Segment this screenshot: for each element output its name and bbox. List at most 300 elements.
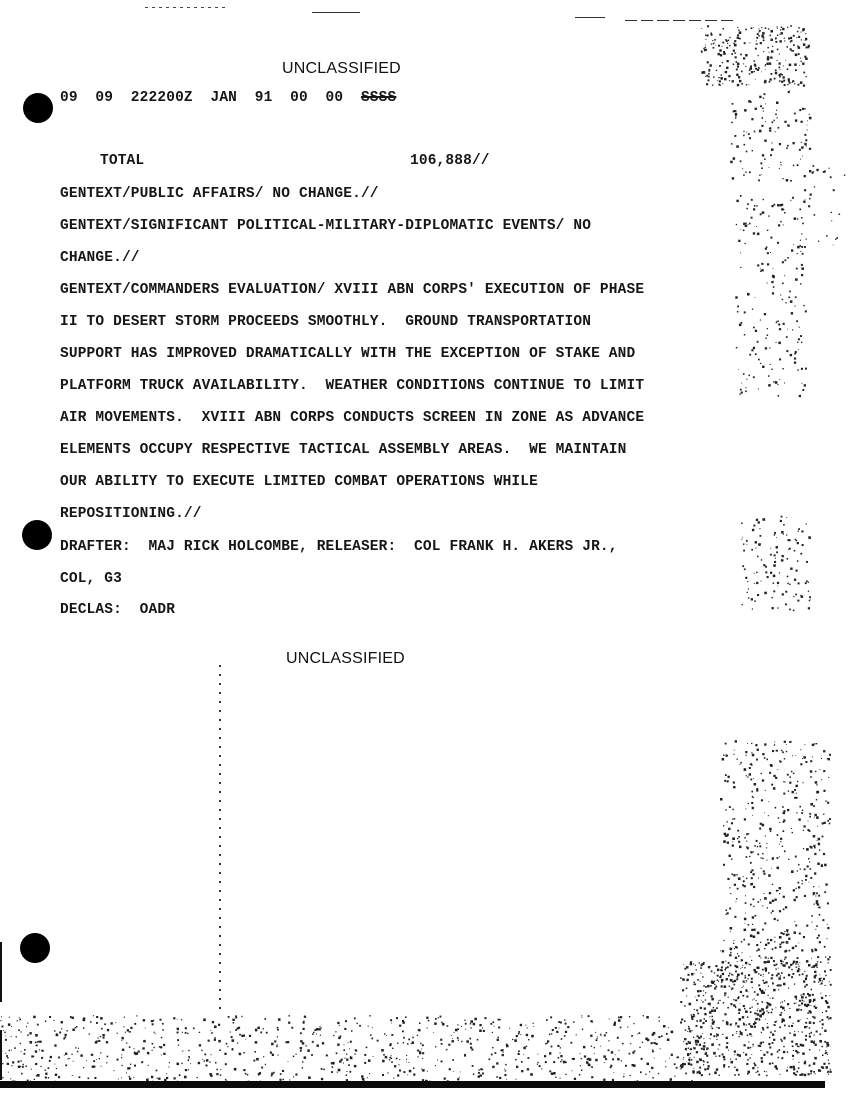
noise-speck (9, 1017, 10, 1018)
noise-speck (710, 33, 712, 35)
noise-speck (793, 889, 795, 891)
noise-speck (134, 1052, 136, 1054)
noise-speck (789, 64, 792, 67)
noise-speck (69, 1058, 70, 1059)
noise-speck (727, 60, 729, 62)
noise-speck (780, 1014, 782, 1016)
noise-speck (757, 846, 758, 847)
noise-speck (802, 880, 803, 881)
noise-speck (714, 987, 716, 989)
noise-speck (61, 1028, 62, 1029)
noise-speck (390, 1043, 392, 1045)
noise-speck (694, 1009, 695, 1010)
noise-speck (823, 790, 825, 792)
noise-speck (722, 961, 725, 964)
noise-speck (780, 520, 782, 522)
noise-speck (830, 969, 832, 971)
noise-speck (203, 1019, 206, 1022)
noise-speck (5, 1036, 6, 1037)
noise-speck (95, 1041, 98, 1044)
noise-speck (790, 25, 792, 27)
noise-speck (746, 540, 748, 542)
noise-speck (766, 1075, 768, 1077)
noise-speck (827, 820, 829, 822)
noise-speck (751, 802, 753, 804)
noise-speck (769, 1047, 771, 1049)
noise-speck (143, 1019, 145, 1021)
noise-speck (737, 84, 739, 86)
noise-speck (815, 771, 816, 772)
noise-speck (799, 65, 800, 66)
noise-speck (788, 549, 789, 550)
noise-speck (731, 858, 732, 859)
noise-speck (676, 1057, 677, 1058)
noise-speck (794, 353, 796, 355)
noise-speck (778, 1057, 780, 1059)
noise-speck (714, 984, 715, 985)
noise-speck (793, 1023, 794, 1024)
noise-speck (809, 882, 810, 883)
noise-speck (783, 524, 785, 526)
noise-speck (744, 1044, 746, 1046)
noise-speck (387, 1072, 388, 1073)
noise-speck (730, 952, 732, 954)
noise-speck (781, 531, 784, 534)
noise-speck (785, 957, 787, 959)
noise-speck (801, 274, 803, 276)
noise-speck (730, 931, 731, 932)
noise-speck (350, 1057, 353, 1060)
noise-speck (722, 46, 723, 47)
noise-speck (790, 354, 792, 356)
noise-speck (770, 1032, 772, 1034)
noise-speck (700, 1026, 702, 1028)
noise-speck (754, 998, 755, 999)
noise-speck (787, 84, 788, 85)
noise-speck (694, 1068, 695, 1069)
noise-speck (781, 750, 783, 752)
noise-speck (746, 151, 748, 153)
noise-speck (768, 942, 770, 944)
noise-speck (485, 1017, 487, 1019)
noise-speck (741, 392, 743, 394)
noise-speck (804, 986, 806, 988)
noise-speck (794, 789, 796, 791)
noise-speck (70, 1016, 72, 1018)
noise-speck (362, 1078, 365, 1081)
noise-speck (364, 1054, 366, 1056)
noise-speck (188, 1069, 189, 1070)
noise-speck (808, 964, 811, 967)
noise-speck (764, 873, 766, 875)
noise-speck (729, 806, 731, 808)
noise-speck (470, 1047, 472, 1049)
noise-speck (783, 964, 786, 967)
noise-speck (304, 1016, 306, 1018)
noise-speck (732, 837, 735, 840)
noise-speck (743, 174, 745, 176)
noise-speck (504, 1074, 506, 1076)
noise-speck (738, 30, 739, 31)
noise-speck (785, 259, 787, 261)
noise-speck (166, 1077, 168, 1079)
noise-speck (274, 1040, 276, 1042)
noise-speck (792, 973, 794, 975)
noise-speck (733, 999, 734, 1000)
noise-speck (639, 1032, 641, 1034)
noise-speck (787, 932, 788, 933)
noise-speck (775, 37, 777, 39)
noise-speck (801, 61, 802, 62)
noise-speck (788, 1025, 790, 1027)
noise-speck (810, 760, 812, 762)
noise-speck (774, 1024, 776, 1026)
noise-speck (742, 995, 744, 997)
noise-speck (465, 1023, 467, 1025)
noise-speck (789, 609, 791, 611)
noise-speck (723, 940, 724, 941)
noise-speck (790, 300, 793, 303)
noise-speck (765, 338, 766, 339)
noise-speck (787, 583, 788, 584)
noise-speck (591, 1046, 592, 1047)
noise-speck (355, 1053, 356, 1054)
noise-speck (763, 518, 766, 521)
noise-speck (702, 963, 703, 964)
noise-speck (750, 1025, 752, 1027)
noise-speck (800, 58, 801, 59)
noise-speck (178, 1045, 179, 1046)
noise-speck (755, 297, 756, 298)
text-line: PLATFORM TRUCK AVAILABILITY. WEATHER CONDITIONS CONTINUE TO LIMIT (60, 378, 645, 394)
noise-speck (799, 933, 801, 935)
noise-speck (694, 1016, 695, 1017)
noise-speck (65, 1064, 67, 1066)
noise-speck (815, 895, 816, 896)
noise-speck (684, 1005, 686, 1007)
noise-speck (755, 68, 757, 70)
noise-speck (368, 1026, 369, 1027)
noise-speck (704, 1018, 706, 1020)
noise-speck (732, 103, 734, 105)
noise-speck (774, 534, 776, 536)
noise-speck (814, 1057, 817, 1060)
noise-speck (129, 1076, 130, 1077)
noise-speck (806, 848, 809, 851)
noise-speck (762, 1001, 764, 1003)
noise-speck (743, 550, 745, 552)
noise-speck (752, 1007, 753, 1008)
noise-speck (775, 1007, 776, 1008)
noise-speck (813, 886, 814, 887)
noise-speck (727, 834, 729, 836)
noise-speck (24, 1049, 26, 1051)
noise-speck (801, 233, 802, 234)
noise-speck (210, 1075, 212, 1077)
noise-speck (739, 80, 741, 82)
noise-speck (757, 1010, 758, 1011)
total-value: 106,888// (410, 153, 490, 169)
noise-speck (25, 1066, 27, 1068)
noise-speck (448, 1044, 450, 1046)
noise-speck (769, 1004, 771, 1006)
noise-speck (457, 1037, 459, 1039)
noise-speck (765, 571, 767, 573)
noise-speck (822, 823, 824, 825)
noise-speck (734, 948, 735, 949)
noise-speck (7, 1057, 9, 1059)
noise-speck (751, 869, 753, 871)
noise-speck (788, 859, 789, 860)
noise-speck (825, 985, 826, 986)
noise-speck (735, 296, 737, 298)
noise-speck (729, 986, 730, 987)
noise-speck (809, 198, 811, 200)
noise-speck (804, 868, 806, 870)
noise-speck (774, 532, 776, 534)
noise-speck (737, 976, 739, 978)
noise-speck (815, 814, 817, 816)
noise-speck (817, 863, 820, 866)
noise-speck (780, 984, 782, 986)
noise-speck (778, 321, 779, 322)
noise-speck (537, 1062, 538, 1063)
noise-speck (157, 1078, 158, 1079)
noise-speck (754, 1021, 755, 1022)
noise-speck (768, 972, 770, 974)
noise-speck (549, 1052, 551, 1054)
noise-speck (73, 1061, 74, 1062)
noise-speck (422, 1044, 424, 1046)
noise-speck (748, 924, 750, 926)
noise-speck (748, 833, 749, 834)
noise-speck (492, 1032, 493, 1033)
noise-speck (609, 1019, 610, 1020)
noise-speck (703, 995, 704, 996)
noise-speck (741, 1034, 743, 1036)
noise-speck (811, 949, 813, 951)
noise-speck (396, 1017, 398, 1019)
noise-speck (752, 1044, 754, 1046)
noise-speck (785, 603, 787, 605)
noise-speck (781, 932, 783, 934)
noise-speck (744, 837, 746, 839)
noise-speck (798, 582, 800, 584)
noise-speck (743, 223, 745, 225)
noise-speck (761, 174, 762, 175)
noise-speck (758, 359, 760, 361)
noise-speck (121, 1065, 122, 1066)
noise-speck (814, 965, 816, 967)
noise-speck (58, 1057, 60, 1059)
noise-speck (712, 1028, 714, 1030)
noise-speck (752, 309, 753, 310)
noise-speck (722, 758, 725, 761)
noise-speck (162, 1029, 164, 1031)
noise-speck (655, 1039, 656, 1040)
noise-speck (518, 1033, 520, 1035)
noise-speck (777, 26, 778, 27)
noise-speck (773, 590, 775, 592)
noise-speck (764, 893, 765, 894)
noise-speck (782, 806, 784, 808)
noise-speck (118, 1079, 119, 1080)
noise-speck (749, 375, 751, 377)
noise-speck (758, 55, 759, 56)
noise-speck (594, 1047, 595, 1048)
noise-speck (762, 929, 764, 931)
noise-speck (815, 847, 816, 848)
noise-speck (558, 1057, 560, 1059)
noise-speck (798, 84, 800, 86)
noise-speck (300, 1032, 302, 1034)
noise-speck (409, 1070, 412, 1073)
noise-speck (773, 787, 776, 790)
noise-speck (685, 1048, 687, 1050)
noise-speck (56, 1068, 57, 1069)
noise-speck (782, 28, 784, 30)
noise-speck (794, 306, 795, 307)
noise-speck (797, 369, 798, 370)
noise-speck (813, 1062, 815, 1064)
noise-speck (705, 992, 706, 993)
noise-speck (357, 1023, 358, 1024)
noise-speck (790, 741, 792, 743)
noise-speck (822, 1012, 823, 1013)
noise-speck (101, 1028, 103, 1030)
noise-speck (747, 1034, 749, 1036)
noise-speck (744, 929, 747, 932)
noise-speck (764, 93, 766, 95)
noise-speck (727, 1007, 729, 1009)
noise-speck (232, 1039, 235, 1042)
noise-speck (39, 1049, 40, 1050)
noise-speck (767, 939, 769, 941)
noise-speck (756, 840, 758, 842)
noise-speck (91, 1054, 93, 1056)
noise-speck (339, 1025, 340, 1026)
noise-speck (743, 981, 745, 983)
noise-speck (796, 37, 797, 38)
noise-speck (742, 965, 743, 966)
noise-speck (777, 582, 779, 584)
noise-speck (794, 579, 796, 581)
noise-speck (816, 925, 818, 927)
noise-speck (680, 1068, 681, 1069)
noise-speck (754, 583, 755, 584)
noise-speck (743, 544, 744, 545)
noise-speck (705, 986, 707, 988)
noise-speck (680, 1022, 682, 1024)
noise-speck (720, 54, 722, 56)
noise-speck (187, 1033, 188, 1034)
noise-speck (796, 268, 798, 270)
noise-speck (724, 995, 725, 996)
noise-speck (760, 1042, 762, 1044)
noise-speck (807, 1012, 809, 1014)
noise-speck (332, 1066, 334, 1068)
noise-speck (764, 897, 767, 900)
noise-speck (800, 283, 801, 284)
noise-speck (370, 1034, 372, 1036)
noise-speck (776, 102, 779, 105)
noise-speck (133, 1077, 134, 1078)
noise-speck (234, 1068, 237, 1071)
noise-speck (801, 530, 803, 532)
noise-speck (822, 980, 823, 981)
noise-speck (829, 168, 830, 169)
noise-speck (148, 1065, 149, 1066)
noise-speck (711, 44, 712, 45)
noise-speck (746, 775, 747, 776)
noise-speck (734, 984, 736, 986)
noise-speck (303, 1021, 305, 1023)
noise-speck (729, 855, 731, 857)
noise-speck (798, 53, 800, 55)
noise-speck (758, 67, 759, 68)
noise-speck (748, 133, 750, 135)
noise-speck (465, 1029, 466, 1030)
noise-speck (772, 998, 774, 1000)
noise-speck (531, 1035, 534, 1038)
noise-speck (746, 996, 748, 998)
noise-speck (774, 204, 776, 206)
noise-speck (753, 525, 755, 527)
noise-speck (801, 264, 803, 266)
noise-speck (777, 867, 780, 870)
noise-speck (646, 1016, 649, 1019)
noise-speck (288, 1022, 290, 1024)
noise-speck (760, 42, 762, 44)
noise-speck (601, 1035, 602, 1036)
noise-speck (755, 353, 757, 355)
noise-speck (747, 203, 749, 205)
noise-speck (828, 1074, 829, 1075)
noise-speck (767, 843, 768, 844)
noise-speck (753, 347, 755, 349)
noise-speck (185, 1027, 187, 1029)
noise-speck (818, 907, 819, 908)
noise-speck (825, 975, 826, 976)
noise-speck (740, 195, 742, 197)
noise-speck (245, 1039, 246, 1040)
noise-speck (243, 1069, 245, 1071)
noise-speck (798, 528, 800, 530)
noise-speck (742, 987, 743, 988)
noise-speck (749, 1057, 750, 1058)
noise-speck (762, 1008, 764, 1010)
noise-speck (753, 898, 755, 900)
noise-speck (745, 913, 746, 914)
noise-speck (806, 978, 807, 979)
noise-speck (774, 965, 776, 967)
noise-speck (803, 43, 806, 46)
noise-speck (777, 834, 779, 836)
noise-speck (412, 1037, 414, 1039)
noise-speck (746, 1063, 748, 1065)
noise-speck (319, 1026, 320, 1027)
noise-speck (783, 1038, 785, 1040)
noise-speck (805, 58, 808, 61)
noise-speck (779, 328, 781, 330)
noise-speck (779, 844, 780, 845)
noise-speck (526, 1046, 527, 1047)
noise-speck (748, 1023, 750, 1025)
noise-speck (722, 1034, 723, 1035)
noise-speck (321, 1078, 323, 1080)
noise-speck (768, 815, 769, 816)
noise-speck (804, 108, 805, 109)
